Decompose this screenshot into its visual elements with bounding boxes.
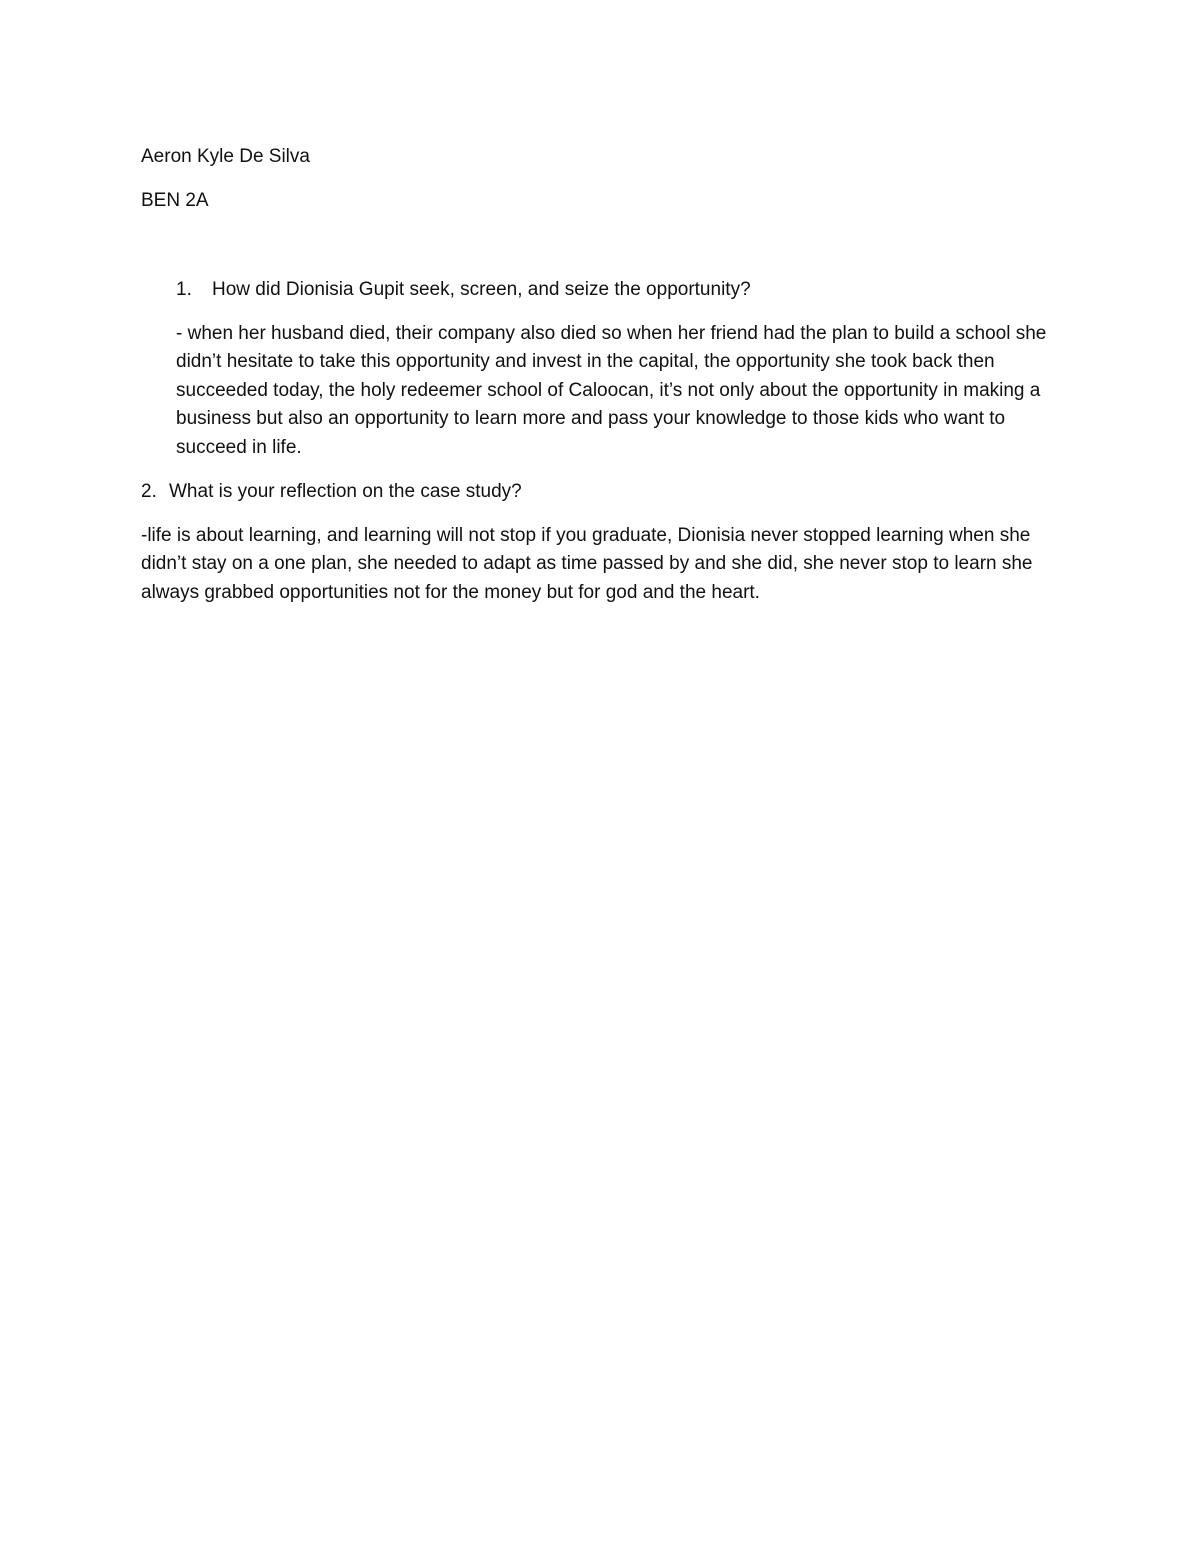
- question-1-text: How did Dionisia Gupit seek, screen, and seize the opportunity?: [212, 279, 751, 300]
- question-2-text: What is your reflection on the case study?: [169, 481, 522, 502]
- question-1-number: 1.: [176, 279, 192, 300]
- student-section: BEN 2A: [141, 190, 209, 211]
- answer-1-text: - when her husband died, their company also died so when her friend had the plan to build a school she didn’t hesitate to take this opportunity and invest in the capital, the opportunity she took back then succeeded today, the holy redeemer school of Caloocan, it’s not only about the opportunity in making a business but also an opportunity to learn more and pass your knowledge to those kids who want to succeed in life.: [176, 323, 1047, 458]
- student-name: Aeron Kyle De Silva: [141, 146, 310, 167]
- question-2-number: 2.: [141, 481, 157, 502]
- answer-2-text: -life is about learning, and learning will not stop if you graduate, Dionisia never stopped learning when she didn’t stay on a one plan, she needed to adapt as time passed by and she did, she never stop to learn she always grabbed opportunities not for the money but for god and the heart.: [141, 525, 1033, 603]
